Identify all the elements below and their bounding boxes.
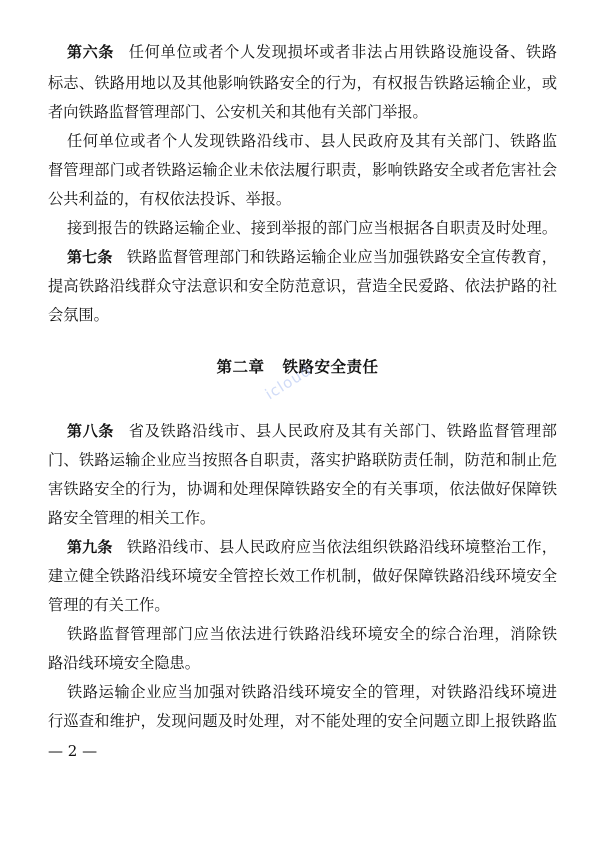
article-7-text: 铁路监督管理部门和铁路运输企业应当加强铁路安全宣传教育， (126, 248, 557, 266)
watermark: icloud (262, 361, 315, 404)
article-6-para3-line-1: 接到报告的铁路运输企业、接到举报的部门应当根据各自职责及时处理。 (67, 219, 557, 237)
article-8-first-line (67, 417, 557, 445)
article-9-para3-line-2: 行巡查和维护，发现问题及时处理，对不能处理的安全问题立即上报铁路监 (48, 712, 557, 730)
article-6-text: 任何单位或者个人发现损坏或者非法占用铁路设施设备、铁路 (128, 43, 557, 61)
article-6-para2-line-2: 督管理部门或者铁路运输企业未依法履行职责，影响铁路安全或者危害社会 (48, 161, 557, 179)
article-6-first-line (67, 38, 557, 66)
article-7-line-2: 提高铁路沿线群众守法意识和安全防范意识，营造全民爱路、依法护路的社 (48, 277, 557, 295)
chapter-title: 铁路安全责任 (282, 358, 379, 376)
article-8-label: 第八条 (67, 422, 115, 440)
article-8-line-3: 害铁路安全的行为，协调和处理保障铁路安全的有关事项，依法做好保障铁 (48, 480, 557, 498)
article-6-line-2: 标志、铁路用地以及其他影响铁路安全的行为，有权报告铁路运输企业，或 (48, 74, 557, 92)
article-7-label: 第七条 (67, 248, 113, 266)
chapter-number: 第二章 (216, 358, 265, 376)
article-9-first-line (67, 533, 557, 561)
article-8-text: 省及铁路沿线市、县人民政府及其有关部门、铁路监督管理部 (128, 422, 557, 440)
article-6-para2-line-1: 任何单位或者个人发现铁路沿线市、县人民政府及其有关部门、铁路监 (67, 132, 557, 150)
article-7-first-line (67, 243, 557, 271)
page-number: — 2 — (48, 742, 98, 760)
article-9-para2-line-1: 铁路监督管理部门应当依法进行铁路沿线环境安全的综合治理，消除铁 (67, 625, 557, 643)
article-9-para3-line-1: 铁路运输企业应当加强对铁路沿线环境安全的管理，对铁路沿线环境进 (67, 683, 557, 701)
article-9-text: 铁路沿线市、县人民政府应当依法组织铁路沿线环境整治工作， (126, 538, 557, 556)
article-9-para2-line-2: 路沿线环境安全隐患。 (48, 654, 200, 672)
article-8-line-4: 路安全管理的相关工作。 (48, 509, 216, 527)
article-6-para2-line-3: 公共利益的，有权依法投诉、举报。 (48, 190, 291, 208)
article-9-line-2: 建立健全铁路沿线环境安全管控长效工作机制，做好保障铁路沿线环境安全 (48, 567, 557, 585)
article-6-line-3: 者向铁路监督管理部门、公安机关和其他有关部门举报。 (48, 103, 428, 121)
article-6-label: 第六条 (67, 43, 115, 61)
article-9-line-3: 管理的有关工作。 (48, 596, 170, 614)
article-8-line-2: 门、铁路运输企业应当按照各自职责，落实护路联防责任制，防范和制止危 (48, 451, 557, 469)
article-7-line-3: 会氛围。 (48, 306, 109, 324)
article-9-label: 第九条 (67, 538, 113, 556)
